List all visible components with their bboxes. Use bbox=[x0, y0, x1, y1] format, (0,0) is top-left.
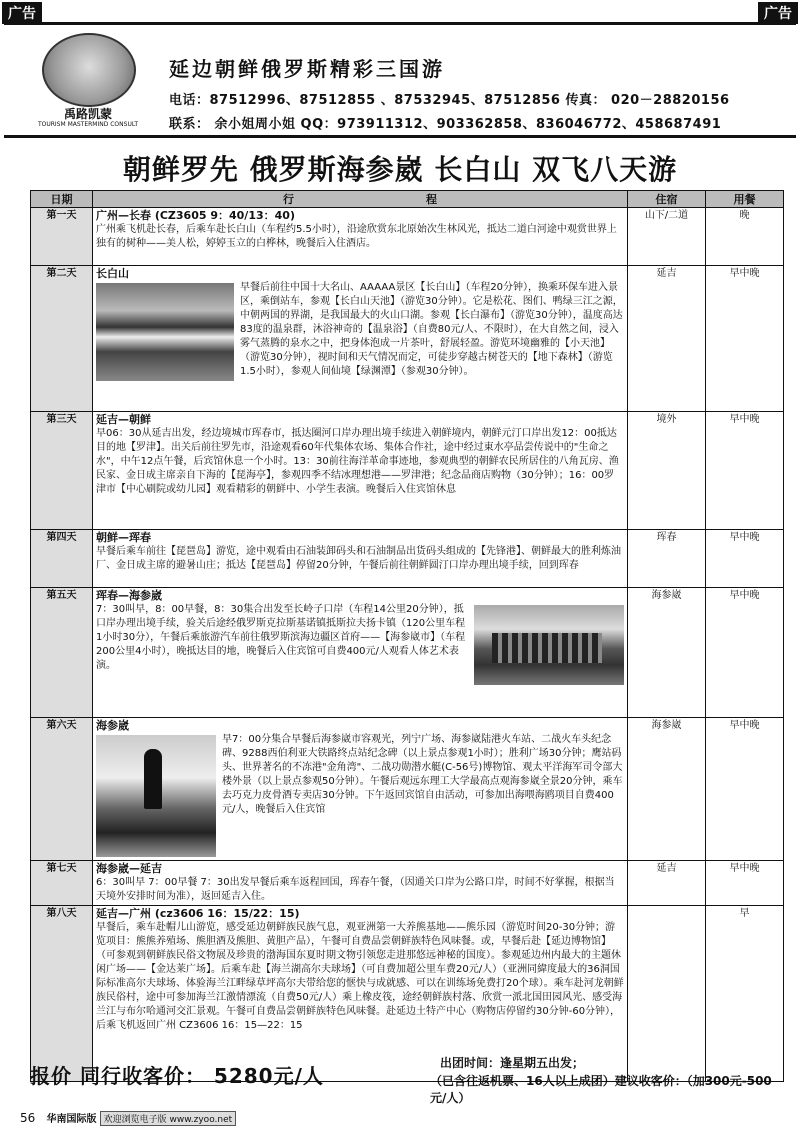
day-title: 广州—长春 (CZ3605 9：40/13：40) bbox=[96, 209, 295, 222]
day-label: 第二天 bbox=[31, 266, 93, 412]
day-title: 延吉—朝鲜 bbox=[96, 413, 151, 426]
departure-note: （已含往返机票、16人以上成团）建议收客价：（加300元-500元/人） bbox=[430, 1074, 772, 1105]
day-stay: 海参崴 bbox=[628, 718, 706, 861]
agency-logo bbox=[34, 33, 142, 133]
header-day: 日期 bbox=[31, 191, 93, 208]
day-label: 第一天 bbox=[31, 208, 93, 266]
day-label: 第六天 bbox=[31, 718, 93, 861]
day-itinerary bbox=[93, 588, 628, 718]
header-itinerary: 行 程 bbox=[93, 191, 628, 208]
day-meals: 早中晚 bbox=[706, 266, 784, 412]
statue-photo bbox=[96, 735, 216, 857]
day-label: 第七天 bbox=[31, 861, 93, 906]
day-title: 海参崴—延吉 bbox=[96, 862, 162, 875]
day-description: 6：30叫早 7：00早餐 7：30出发早餐后乘车返程回国，珲春午餐，（因通关口岸为公路口岸，时间不好掌握，根据当天境外安排时间为准），返回延吉入住。 bbox=[96, 877, 615, 902]
page-title: 朝鲜罗先 俄罗斯海参崴 长白山 双飞八天游 bbox=[122, 153, 678, 186]
page-footer bbox=[20, 1110, 236, 1126]
day-label: 第四天 bbox=[31, 530, 93, 588]
table-row bbox=[31, 861, 784, 906]
table-row bbox=[31, 530, 784, 588]
day-stay: 延吉 bbox=[628, 266, 706, 412]
header-meals: 用餐 bbox=[706, 191, 784, 208]
table-row bbox=[31, 208, 784, 266]
itinerary-table bbox=[30, 190, 784, 1082]
logo-cn-text: 禹路凯蒙 bbox=[63, 107, 112, 121]
day-itinerary bbox=[93, 208, 628, 266]
changbai-mountain-photo bbox=[96, 283, 234, 381]
table-row bbox=[31, 718, 784, 861]
phone-line: 电话：87512996、87512855 、87532945、87512856 传真： 020－28820156 bbox=[169, 93, 730, 108]
day-title: 海参崴 bbox=[96, 719, 129, 732]
day-title: 长白山 bbox=[96, 267, 129, 280]
day-itinerary bbox=[93, 530, 628, 588]
day-stay: 境外 bbox=[628, 412, 706, 530]
day-title: 朝鲜—珲春 bbox=[96, 531, 151, 544]
day-itinerary bbox=[93, 861, 628, 906]
day-itinerary bbox=[93, 412, 628, 530]
day-stay: 延吉 bbox=[628, 861, 706, 906]
ad-tag: 广告 bbox=[758, 2, 798, 24]
ad-tag: 广告 bbox=[2, 2, 42, 24]
day-meals: 早中晚 bbox=[706, 718, 784, 861]
day-description: 7：30叫早，8：00早餐，8：30集合出发至长岭子口岸（车程14公里20分钟），抵口岸办理出境手续，验关后途经俄罗斯克拉斯基诺镇抵斯拉夫扬卡镇（120公里车程1小时30分），午餐后乘旅游汽车前往俄罗斯滨海边疆区首府——【海参崴市】（车程200公里4小时），晚抵达目的地，晚餐后入住宾馆可自费400元/人观看人体艺术表演。 bbox=[96, 604, 466, 671]
departure-dates: 出团时间：逢星期五出发； bbox=[440, 1056, 585, 1070]
price-bar bbox=[30, 1054, 783, 1105]
day-stay: 珲春 bbox=[628, 530, 706, 588]
website-text: 欢迎浏览电子版 www.zyoo.net bbox=[100, 1111, 237, 1126]
day-meals: 早中晚 bbox=[706, 588, 784, 718]
day-description: 早餐后，乘车赴帽儿山游览，感受延边朝鲜族民族气息，观亚洲第一大养熊基地——熊乐园（游览时间20-30分钟；游览项目：熊熊养殖场、熊胆酒及熊胆、黄胆产品），午餐可自费品尝朝鲜族特色风味餐。或，早餐后赴【延边博物馆】（可参观到朝鲜族民俗文物展及珍贵的渤海国东夏时期文物引领您走进那悠远神秘的国度）。参观延边州内最大的主题休闲广场——【金达莱广场】。后乘车赴【海兰湖高尔夫球场】（可自费加超公里车费20元/人）（亚洲同緯度最大的36洞国际标准高尔夫球场、体验海兰江畔绿草坪高尔夫带给您的惬快与成就感、可以在训练场免费打20个球）。乘车赴河龙朝鲜族民俗村，途中可参加海兰江激情漂流（自费50元/人）乘上橡皮筏，途经朝鲜族村落、欣赏一派北国田园风光、感受海兰江与布尔哈通河交汇景观。午餐可自费品尝朝鲜族特色风味餐。赴延边土特产中心（购物店停留约30分钟-60分钟），后乘飞机返回广州 CZ3606 16：15—22：15 bbox=[96, 922, 624, 1031]
day-meals: 早中晚 bbox=[706, 530, 784, 588]
vladivostok-station-photo bbox=[474, 605, 624, 685]
agency-header bbox=[4, 22, 796, 138]
day-stay: 海参崴 bbox=[628, 588, 706, 718]
day-stay: 山下/二道 bbox=[628, 208, 706, 266]
day-meals: 早中晚 bbox=[706, 412, 784, 530]
day-description: 早7：00分集合早餐后海参崴市容观光，列宁广场、海参崴陆港火车站、二战火车头纪念碑、9288西伯利亚大铁路终点站纪念碑（以上景点参观1小时）；胜利广场30分钟；鹰站码头、世界著名的不冻港"金角湾"、二战功勋潜水艇(C-56号)博物馆、观太平洋海军司令部大楼外景（以上景点参观50分钟）。午餐后观远东理工大学最高点观海参崴全景20分钟，乘车去巧克力皮骨酒专卖店30分钟。下午返回宾馆自由活动，可参加出海喂海鸥项目自费400元/人，晚餐后入住宾馆 bbox=[222, 734, 623, 815]
day-label: 第五天 bbox=[31, 588, 93, 718]
day-label: 第八天 bbox=[31, 906, 93, 1082]
logo-en-text: TOURISM MASTERMIND CONSULT bbox=[37, 121, 139, 128]
day-title: 延吉—广州 (cz3606 16：15/22：15) bbox=[96, 907, 300, 920]
day-itinerary bbox=[93, 266, 628, 412]
table-row bbox=[31, 588, 784, 718]
day-meals: 早中晚 bbox=[706, 861, 784, 906]
table-row bbox=[31, 266, 784, 412]
day-title: 珲春—海参崴 bbox=[96, 589, 162, 602]
day-description: 早餐后乘车前往【琵琶岛】游览，途中观看由石油装卸码头和石油制品出货码头组成的【先锋港】、朝鲜最大的胜利炼油厂、金日成主席的避暑山庄；抵达【琵琶岛】停留20分钟，午餐后前往朝鲜圆汀口岸办理出境手续，回到珲春 bbox=[96, 546, 621, 571]
day-label: 第三天 bbox=[31, 412, 93, 530]
price-text: 报价 同行收客价： 5280元/人 bbox=[30, 1064, 324, 1088]
publisher-name: 华南国际版 bbox=[46, 1114, 97, 1125]
table-row bbox=[31, 412, 784, 530]
header-stay: 住宿 bbox=[628, 191, 706, 208]
day-itinerary bbox=[93, 718, 628, 861]
company-name: 延边朝鲜俄罗斯精彩三国游 bbox=[169, 57, 445, 81]
day-description: 早餐后前往中国十大名山、AAAAA景区【长白山】（车程20分钟），换乘环保车进入景区，乘倒站车，参观【长白山天池】（游览30分钟）。它是松花、图们、鸭绿三江之源，中朝两国的界湖，是我国最大的火山口湖。参观【长白瀑布】（游览30分钟），温度高达83度的温泉群，沐浴神奇的【温泉浴】（自费80元/人、不限时），在大自然之间，浸入雾气蒸腾的泉水之中，把身体泡成一片茶叶，舒展轻盈。游览环境幽雅的【小天池】（游览30分钟），视时间和天气情况而定，可徒步穿越古树苍天的【地下森林】（游览1.5小时），参观人间仙境【绿渊潭】（参观30分钟）。 bbox=[240, 282, 623, 377]
day-meals: 早 bbox=[706, 906, 784, 1082]
day-description: 早06：30从延吉出发，经边境城市珲春市，抵达圈河口岸办理出境手续进入朝鲜境内，朝鲜元汀口岸出发12：00抵达目的地【罗津】。出关后前往罗先市，沿途观看60年代集体农场、集体合作社，途中经过東水亭品尝传说中的"生命之水"，中午12点午餐，后宾馆休息一个小时。13：30前往海洋革命事迹地，参观典型的朝鲜农民所居住的八角瓦房、渔民家、金日成主席亲自下海的【琵海亭】，参观四季不结冰理想港——罗津港；纪念品商店购物（30分钟）；16：00罗津市【中心刷院或幼儿园】观看精彩的朝鲜中、小学生表演。晚餐后入住宾馆休息 bbox=[96, 428, 619, 495]
contact-line: 联系： 余小姐周小姐 QQ：973911312、903362858、836046772、458687491 bbox=[169, 117, 722, 132]
day-meals: 晚 bbox=[706, 208, 784, 266]
day-description: 广州乘飞机赴长春，后乘车赴长白山（车程约5.5小时），沿途欣赏东北原始次生林风光，抵达二道白河途中观赏世界上独有的树种——美人松，婷婷玉立的白桦林，晚餐后入住酒店。 bbox=[96, 224, 617, 249]
horse-logo-icon bbox=[42, 33, 136, 107]
page-number: 56 bbox=[20, 1111, 36, 1125]
